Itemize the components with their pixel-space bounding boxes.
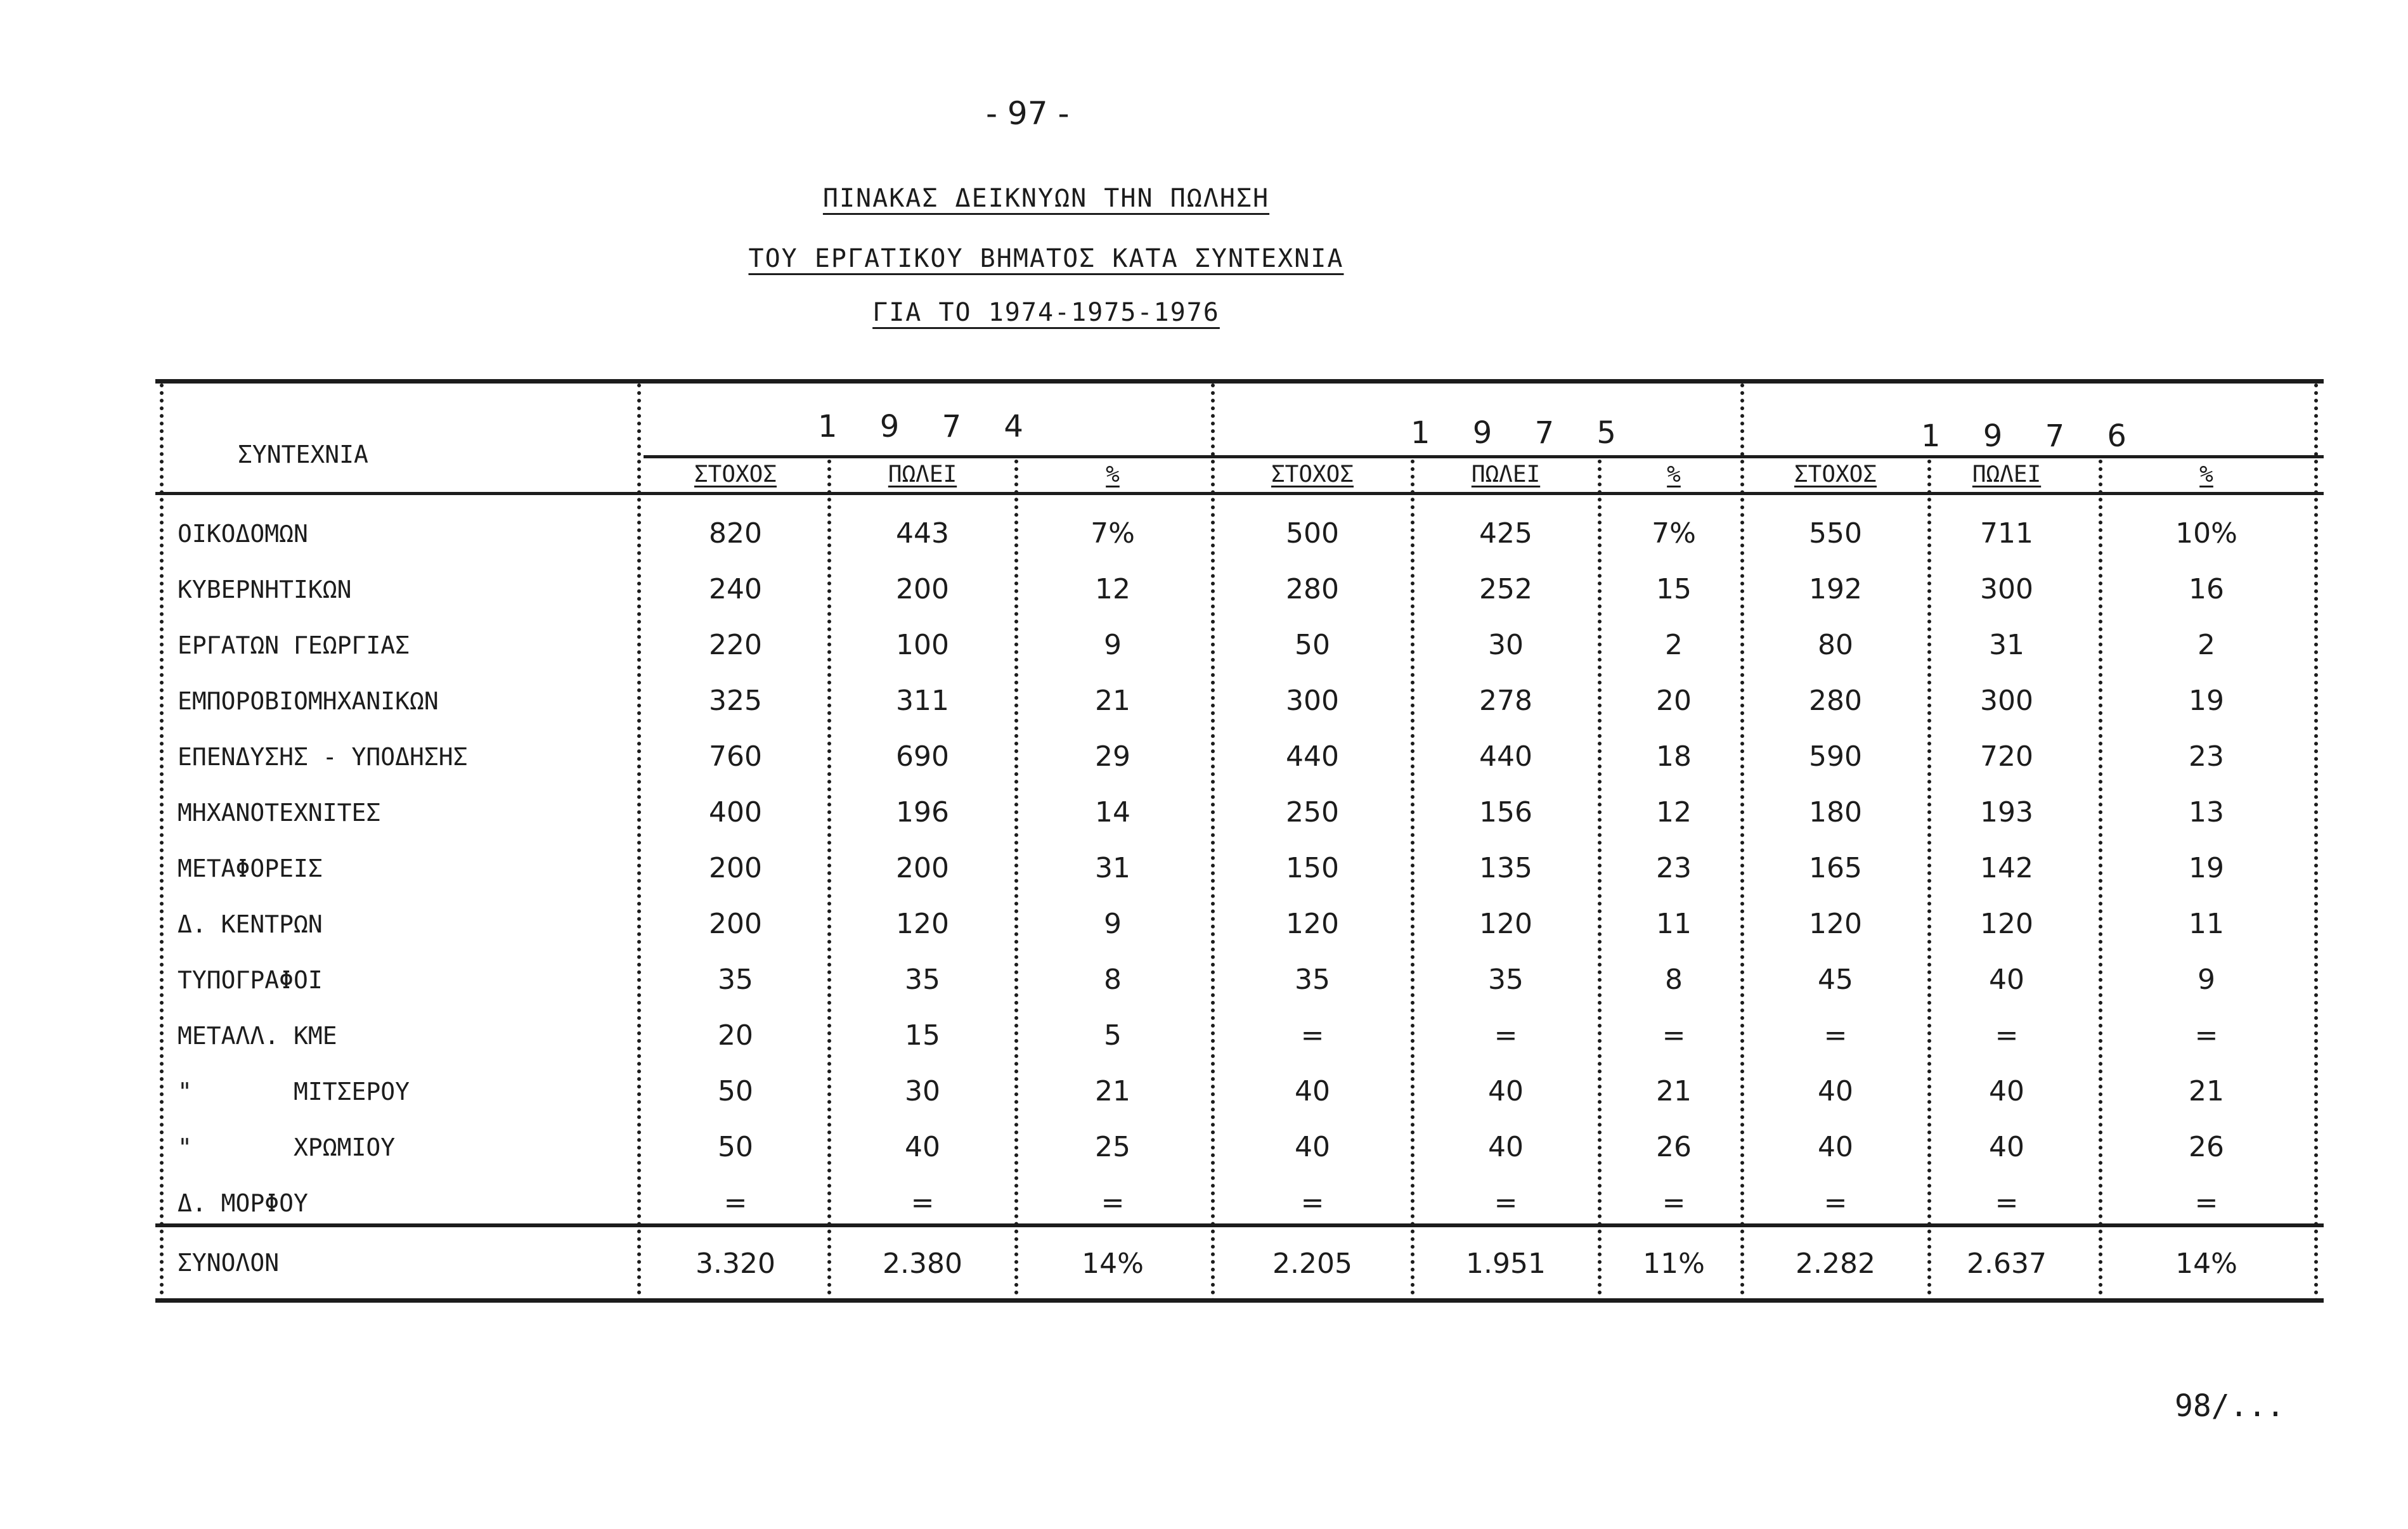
table-cell: 120 [1479,908,1532,940]
table-cell: 311 [896,685,949,717]
table-cell: 443 [896,517,949,550]
row-label: ΕΡΓΑΤΩΝ ΓΕΩΡΓΙΑΣ [178,631,410,659]
table-cell: 156 [1479,796,1532,829]
table-cell: = [1494,1019,1518,1052]
table-cell: 200 [896,852,949,884]
table-cell: 9 [1104,629,1122,661]
table-cell: 40 [1295,1075,1330,1107]
title-line-2-text: ΤΟΥ ΕΡΓΑΤΙΚΟΥ ΒΗΜΑΤΟΣ ΚΑΤΑ ΣΥΝΤΕΧΝΙΑ [748,244,1344,273]
sub-header-target: ΣΤΟΧΟΣ [1271,461,1354,487]
table-cell: 120 [896,908,949,940]
table-cell: 50 [1295,629,1330,661]
row-label: ΟΙΚΟΔΟΜΩΝ [178,520,308,548]
total-cell: 14% [2175,1248,2237,1280]
table-cell: 425 [1479,517,1532,550]
table-cell: 8 [1665,964,1683,996]
sub-header-percent: % [1106,461,1120,487]
table-cell: 440 [1479,740,1532,773]
table-cell: 35 [1295,964,1330,996]
table-cell: 7% [1091,517,1135,550]
column-separator [2099,460,2102,1303]
total-cell: 14% [1082,1248,1144,1280]
column-separator [1014,460,1018,1303]
table-cell: 135 [1479,852,1532,884]
column-separator [1411,460,1414,1303]
table-cell: 11 [2189,908,2224,940]
table-cell: 200 [709,908,762,940]
header-bottom-rule [155,492,2324,495]
table-cell: = [1823,1187,1848,1219]
table-cell: 29 [1095,740,1130,773]
table-cell: 15 [905,1019,940,1052]
table-cell: 30 [1488,629,1524,661]
table-cell: 278 [1479,685,1532,717]
table-cell: 100 [896,629,949,661]
column-separator [1211,384,1215,1303]
table-cell: 40 [1488,1075,1524,1107]
total-cell: 2.380 [883,1248,962,1280]
table-cell: 120 [1286,908,1339,940]
table-cell: 240 [709,573,762,605]
table-cell: 13 [2189,796,2224,829]
row-label: " ΧΡΩΜΙΟΥ [178,1133,396,1161]
table-cell: 500 [1286,517,1339,550]
table-cell: 10% [2175,517,2237,550]
table-cell: 550 [1809,517,1862,550]
sub-header-percent: % [2199,461,2213,487]
table-cell: 120 [1809,908,1862,940]
table-cell: 9 [2198,964,2215,996]
table-cell: 40 [1989,964,2024,996]
title-line-1 [0,184,2092,213]
row-label: Δ. ΜΟΡΦΟΥ [178,1189,308,1217]
table-cell: 2 [2198,629,2215,661]
column-separator [2314,384,2318,1303]
table-cell: 2 [1665,629,1683,661]
table-cell: 200 [709,852,762,884]
row-label: ΕΠΕΝΔΥΣΗΣ - ΥΠΟΔΗΣΗΣ [178,743,468,771]
table-cell: 21 [1095,1075,1130,1107]
table-cell: 142 [1980,852,2033,884]
table-cell: 12 [1656,796,1692,829]
sub-header-sold: ΠΩΛΕΙ [1471,461,1541,487]
table-cell: 180 [1809,796,1862,829]
table-cell: 35 [1488,964,1524,996]
table-cell: 9 [1104,908,1122,940]
table-cell: 165 [1809,852,1862,884]
table-cell: = [1300,1187,1324,1219]
sub-header-sold: ΠΩΛΕΙ [888,461,957,487]
table-cell: 20 [1656,685,1692,717]
table-cell: 280 [1809,685,1862,717]
table-cell: 40 [1295,1131,1330,1163]
column-separator [1927,460,1931,1303]
sub-header-sold: ΠΩΛΕΙ [1972,461,2042,487]
table-cell: 40 [1989,1075,2024,1107]
total-cell: 11% [1643,1248,1705,1280]
table-cell: 50 [718,1131,753,1163]
table-cell: 20 [718,1019,753,1052]
column-separator [637,384,641,1303]
table-cell: 26 [2189,1131,2224,1163]
total-cell: 2.282 [1796,1248,1875,1280]
table-cell: = [910,1187,935,1219]
table-cell: 711 [1980,517,2033,550]
table-cell: 21 [1656,1075,1692,1107]
table-cell: 440 [1286,740,1339,773]
table-cell: 690 [896,740,949,773]
table-cell: 200 [896,573,949,605]
row-label: ΜΗΧΑΝΟΤΕΧΝΙΤΕΣ [178,799,381,827]
table-cell: = [1662,1187,1686,1219]
table-cell: = [1101,1187,1125,1219]
table-cell: 820 [709,517,762,550]
table-cell: 300 [1980,685,2033,717]
table-cell: 16 [2189,573,2224,605]
table-cell: 400 [709,796,762,829]
table-cell: 26 [1656,1131,1692,1163]
row-label: ΕΜΠΟΡΟΒΙΟΜΗΧΑΝΙΚΩΝ [178,687,439,715]
column-header-guild: ΣΥΝΤΕΧΝΙΑ [238,441,368,468]
table-cell: 590 [1809,740,1862,773]
table-cell: 11 [1656,908,1692,940]
table-cell: 40 [1818,1075,1853,1107]
total-cell: 2.637 [1967,1248,2047,1280]
table-cell: 720 [1980,740,2033,773]
table-cell: 5 [1104,1019,1122,1052]
table-cell: 31 [1989,629,2024,661]
page-number: - 97 - [986,95,1070,132]
table-cell: 15 [1656,573,1692,605]
table-cell: 40 [1818,1131,1853,1163]
table-cell: 300 [1286,685,1339,717]
table-cell: 150 [1286,852,1339,884]
row-label: ΜΕΤΑΛΛ. ΚΜΕ [178,1022,337,1050]
column-separator [827,460,831,1303]
table-cell: 45 [1818,964,1853,996]
total-cell: 3.320 [696,1248,775,1280]
table-cell: 40 [905,1131,940,1163]
table-cell: 23 [1656,852,1692,884]
table-cell: 300 [1980,573,2033,605]
table-cell: 12 [1095,573,1130,605]
table-cell: = [1995,1019,2019,1052]
column-separator [1598,460,1602,1303]
total-cell: 1.951 [1466,1248,1546,1280]
table-cell: = [1662,1019,1686,1052]
table-cell: 250 [1286,796,1339,829]
title-line-1-text: ΠΙΝΑΚΑΣ ΔΕΙΚΝΥΩΝ ΤΗΝ ΠΩΛΗΣΗ [822,184,1270,213]
table-cell: 19 [2189,852,2224,884]
table-cell: 8 [1104,964,1122,996]
table-bottom-rule [155,1298,2324,1303]
table-cell: = [1823,1019,1848,1052]
sub-header-target: ΣΤΟΧΟΣ [694,461,777,487]
table-cell: 325 [709,685,762,717]
continuation-note: 98/... [2175,1388,2285,1424]
table-cell: = [1300,1019,1324,1052]
table-cell: = [1995,1187,2019,1219]
total-label: ΣΥΝΟΛΟΝ [178,1249,280,1277]
table-cell: 196 [896,796,949,829]
table-cell: = [2194,1187,2218,1219]
table-cell: 21 [2189,1075,2224,1107]
table-cell: 760 [709,740,762,773]
table-cell: = [723,1187,748,1219]
table-cell: = [1494,1187,1518,1219]
row-label: Δ. ΚΕΝΤΡΩΝ [178,910,323,938]
table-cell: 120 [1980,908,2033,940]
column-separator [160,384,164,1303]
table-cell: 40 [1488,1131,1524,1163]
title-line-3 [0,298,2092,327]
table-cell: 14 [1095,796,1130,829]
table-cell: 35 [905,964,940,996]
table-cell: 25 [1095,1131,1130,1163]
table-cell: 220 [709,629,762,661]
table-cell: 21 [1095,685,1130,717]
table-cell: 18 [1656,740,1692,773]
row-label: ΜΕΤΑΦΟΡΕΙΣ [178,855,323,882]
year-header-1974: 1 9 7 4 [818,409,1040,444]
column-separator [1740,384,1744,1303]
table-cell: 193 [1980,796,2033,829]
table-cell: 7% [1652,517,1696,550]
table-cell: 30 [905,1075,940,1107]
year-header-rule [644,455,2324,458]
year-header-1976: 1 9 7 6 [1921,418,2143,454]
table-cell: = [2194,1019,2218,1052]
sub-header-percent: % [1667,461,1681,487]
total-top-rule [155,1223,2324,1227]
table-cell: 35 [718,964,753,996]
table-cell: 31 [1095,852,1130,884]
table-cell: 280 [1286,573,1339,605]
total-cell: 2.205 [1272,1248,1352,1280]
title-line-3-text: ΓΙΑ ΤΟ 1974-1975-1976 [872,298,1220,327]
table-cell: 23 [2189,740,2224,773]
table-top-rule [155,379,2324,384]
sub-header-target: ΣΤΟΧΟΣ [1794,461,1877,487]
title-line-2 [0,244,2092,273]
table-cell: 252 [1479,573,1532,605]
table-cell: 80 [1818,629,1853,661]
row-label: ΤΥΠΟΓΡΑΦΟΙ [178,966,323,994]
table-cell: 40 [1989,1131,2024,1163]
row-label: " ΜΙΤΣΕΡΟΥ [178,1078,410,1106]
table-cell: 19 [2189,685,2224,717]
table-cell: 192 [1809,573,1862,605]
year-header-1975: 1 9 7 5 [1411,415,1633,451]
row-label: ΚΥΒΕΡΝΗΤΙΚΩΝ [178,576,352,603]
table-cell: 50 [718,1075,753,1107]
